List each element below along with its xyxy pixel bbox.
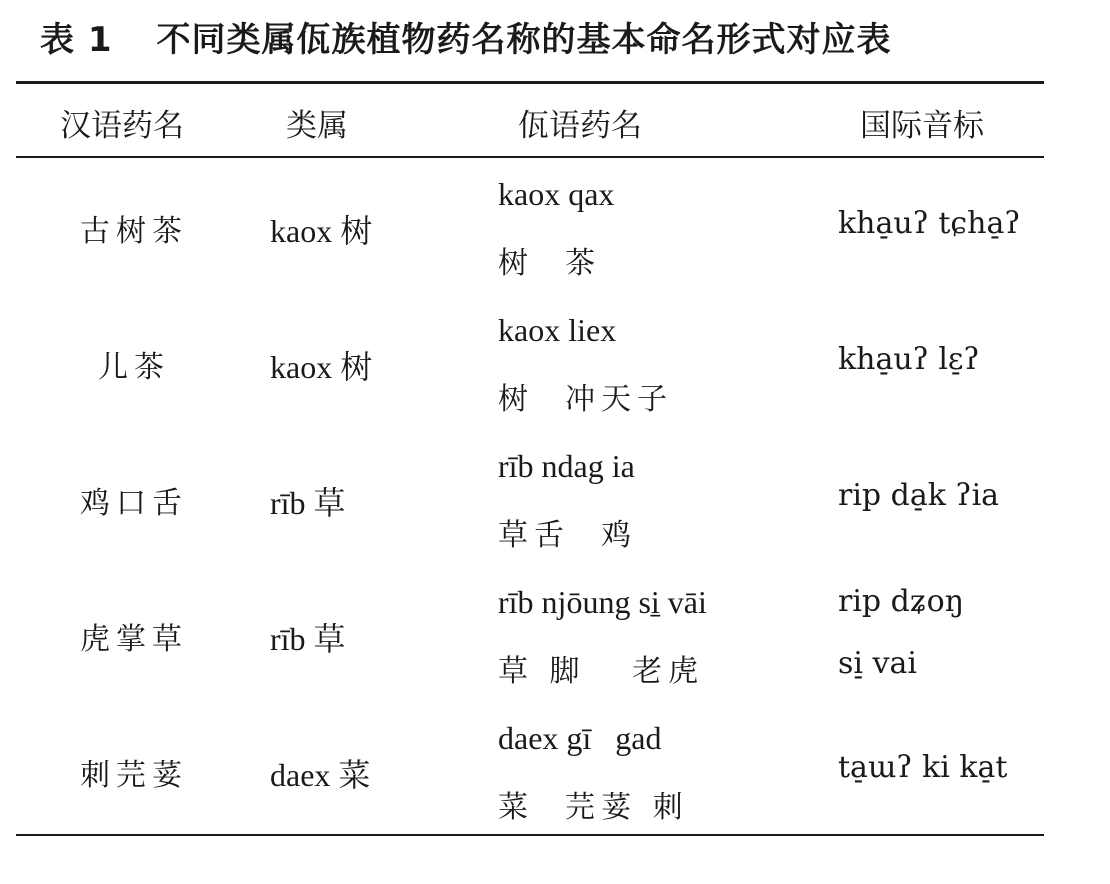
- cell-ipa: kha̠uʔ tɕha̠ʔ: [838, 206, 1021, 241]
- header-rule: [16, 156, 1044, 158]
- cell-wa-gloss: 菜 芫荽 刺: [498, 790, 689, 825]
- bottom-rule: [16, 834, 1044, 836]
- top-rule: [16, 81, 1044, 84]
- cell-category: kaox 树: [270, 349, 373, 385]
- cell-ipa: kha̠uʔ lɛ̠ʔ: [838, 342, 980, 377]
- cell-ipa: rip dʑoŋ: [838, 584, 965, 619]
- cell-category: rīb 草: [270, 621, 346, 657]
- header-wa-name: 佤语药名: [518, 108, 642, 144]
- cell-wa-gloss: 草 脚 老虎: [498, 654, 705, 689]
- cell-chinese-name: 古树茶: [80, 214, 188, 249]
- cell-wa-gloss: 树 冲天子: [498, 382, 674, 417]
- cell-wa-name: rīb njōung si̠ vāi: [498, 584, 707, 620]
- caption-text: 不同类属佤族植物药名称的基本命名形式对应表: [156, 20, 892, 60]
- cell-wa-name: kaox liex: [498, 312, 617, 348]
- header-category: 类属: [286, 108, 348, 144]
- cell-ipa-line2: si̠ vai: [838, 646, 917, 681]
- cell-ipa: rip da̠k ʔia: [838, 478, 1000, 513]
- table-caption: [40, 12, 892, 61]
- cell-category: kaox 树: [270, 213, 373, 249]
- cell-ipa: ta̠ɯʔ ki ka̠t: [838, 750, 1008, 785]
- cell-category: daex 菜: [270, 757, 371, 793]
- cell-wa-gloss: 草舌 鸡: [498, 518, 638, 553]
- cell-wa-name: daex gī gad: [498, 720, 662, 756]
- cell-wa-gloss: 树 茶: [498, 246, 602, 281]
- header-ipa: 国际音标: [860, 108, 984, 144]
- cell-chinese-name: 虎掌草: [80, 622, 188, 657]
- cell-wa-name: rīb ndag ia: [498, 448, 635, 484]
- cell-category: rīb 草: [270, 485, 346, 521]
- cell-chinese-name: 刺芫荽: [80, 758, 188, 793]
- cell-wa-name: kaox qax: [498, 176, 615, 212]
- cell-chinese-name: 儿茶: [98, 350, 170, 385]
- caption-label: 表 1: [40, 20, 113, 60]
- header-chinese-name: 汉语药名: [60, 108, 184, 144]
- cell-chinese-name: 鸡口舌: [80, 486, 188, 521]
